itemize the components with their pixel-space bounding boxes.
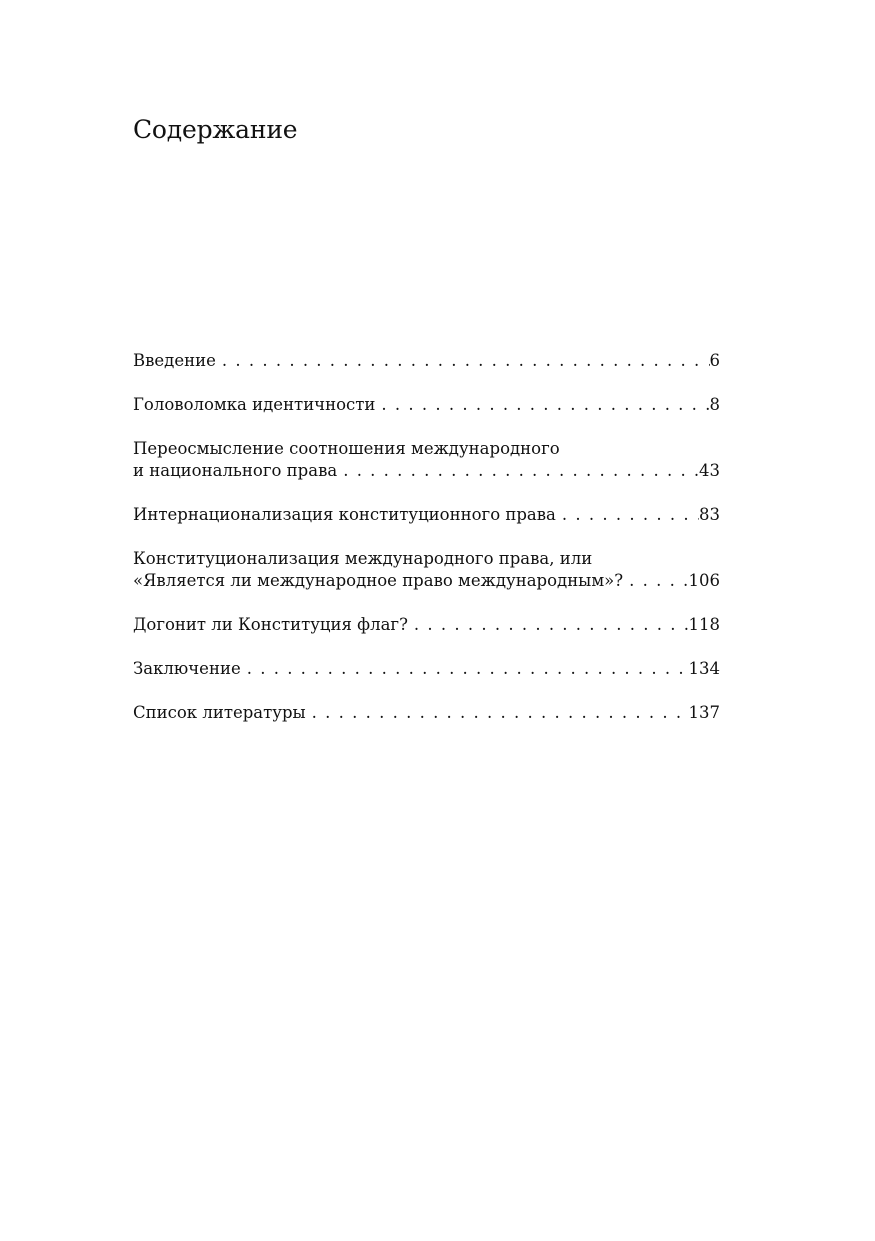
toc-page-number: 83 — [699, 505, 720, 524]
toc-entry-bibliography[interactable] — [133, 702, 720, 724]
toc-leader-dots — [375, 394, 709, 416]
toc-entry-constitutionalization[interactable] — [133, 548, 720, 592]
toc-line — [133, 438, 720, 460]
toc-entry-title-line-2: «Является ли международное право международным»? — [133, 571, 624, 590]
toc-page-number: 134 — [688, 659, 720, 678]
toc-line — [133, 350, 720, 372]
toc-leader-dots — [337, 460, 699, 482]
toc-leader-dots — [216, 350, 710, 372]
toc-entry-title: Заключение — [133, 659, 241, 678]
toc-line — [133, 614, 720, 636]
toc-entry-introduction[interactable] — [133, 350, 720, 372]
toc-entry-internationalization[interactable] — [133, 504, 720, 526]
toc-page-number: 106 — [688, 571, 720, 590]
toc-entry-identity-puzzle[interactable] — [133, 394, 720, 416]
toc-entry-title-line-1: Переосмысление соотношения международного — [133, 439, 560, 458]
toc-page-number: 6 — [709, 351, 720, 370]
toc-leader-dots — [556, 504, 699, 526]
toc-leader-dots — [408, 614, 689, 636]
toc-line — [133, 702, 720, 724]
page-title: Содержание — [133, 115, 298, 144]
toc-leader-dots — [241, 658, 689, 680]
toc-line — [133, 394, 720, 416]
toc-line — [133, 658, 720, 680]
toc-page-number: 118 — [688, 615, 720, 634]
table-of-contents — [133, 350, 720, 746]
toc-entry-title: Догонит ли Конституция флаг? — [133, 615, 408, 634]
toc-entry-title: Список литературы — [133, 703, 306, 722]
toc-line — [133, 504, 720, 526]
toc-entry-rethinking-relationship[interactable] — [133, 438, 720, 482]
toc-entry-title: Введение — [133, 351, 216, 370]
toc-line — [133, 570, 720, 592]
toc-entry-title: Интернационализация конституционного права — [133, 505, 556, 524]
toc-line — [133, 460, 720, 482]
toc-entry-title: Головоломка идентичности — [133, 395, 376, 414]
toc-line — [133, 548, 720, 570]
toc-entry-conclusion[interactable] — [133, 658, 720, 680]
toc-page-number: 137 — [688, 703, 720, 722]
toc-leader-dots — [306, 702, 689, 724]
toc-page-number: 8 — [709, 395, 720, 414]
toc-entry-title-line-1: Конституционализация международного права, или — [133, 549, 593, 568]
toc-leader-dots — [623, 570, 688, 592]
toc-entry-constitution-flag[interactable] — [133, 614, 720, 636]
toc-page-number: 43 — [699, 461, 720, 480]
toc-entry-title-line-2: и национального права — [133, 461, 338, 480]
